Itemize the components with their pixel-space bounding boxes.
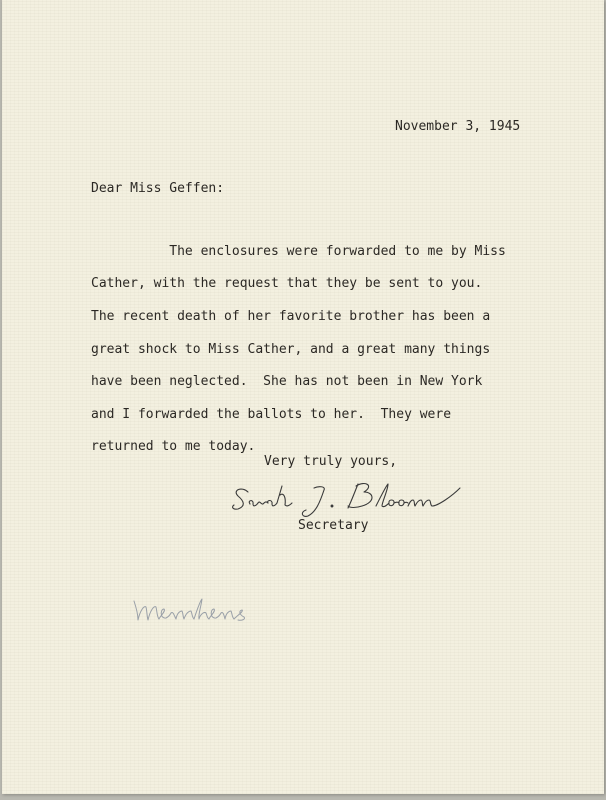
closing: Very truly yours, [264, 454, 398, 469]
body-line: great shock to Miss Cather, and a great many things [91, 342, 491, 357]
signer-title: Secretary [298, 518, 369, 533]
body-line: The enclosures were forwarded to me by Miss [91, 244, 506, 259]
body-line: and I forwarded the ballots to her. They were [91, 407, 452, 422]
body-line: have been neglected. She has not been in New York [91, 374, 483, 389]
handwritten-signature [230, 478, 466, 518]
body-line: The recent death of her favorite brother has been a [91, 309, 491, 324]
letter-page [2, 0, 604, 794]
salutation: Dear Miss Geffen: [91, 181, 225, 196]
body-line: Cather, with the request that they be sent to you. [91, 276, 483, 291]
pencil-annotation [130, 593, 254, 623]
letter-date: November 3, 1945 [395, 119, 521, 134]
body-line: returned to me today. [91, 439, 256, 454]
